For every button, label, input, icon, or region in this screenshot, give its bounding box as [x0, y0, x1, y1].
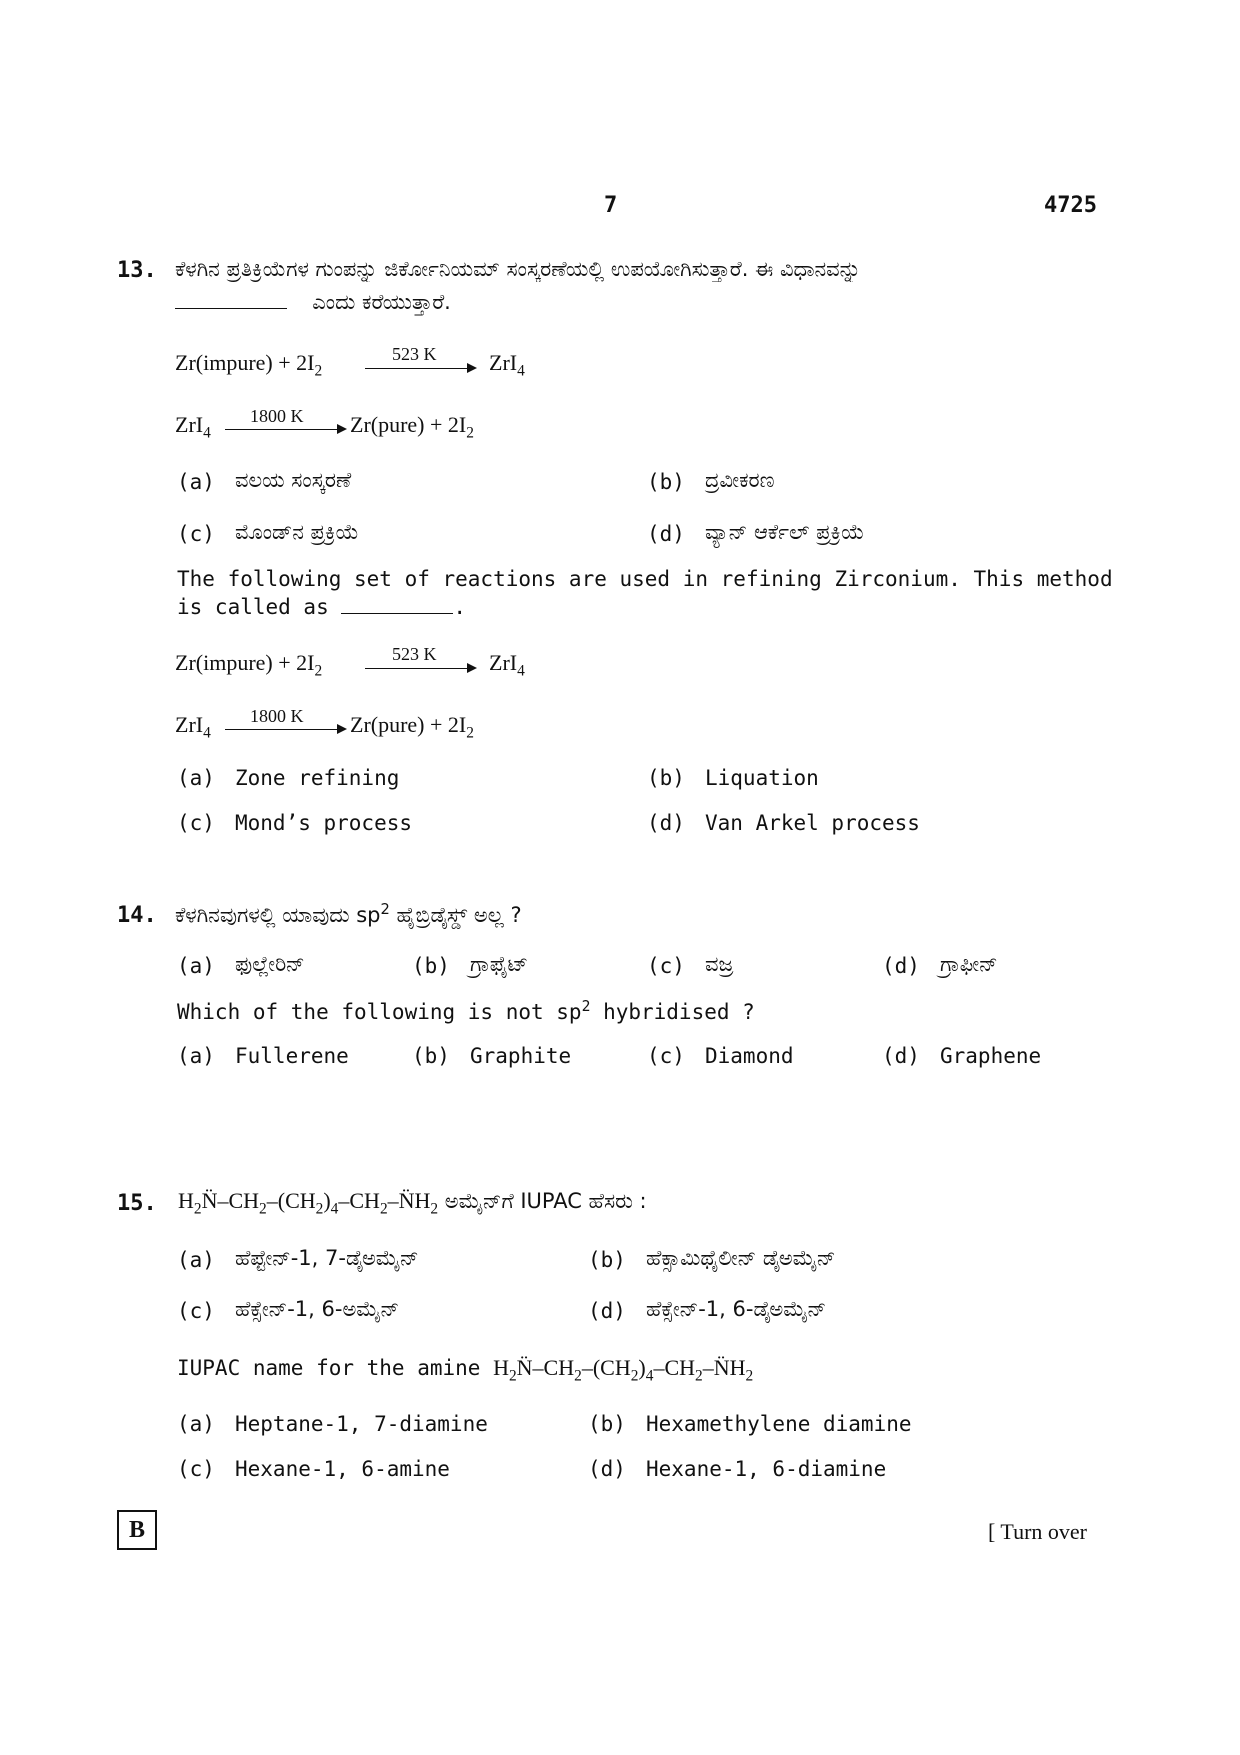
reaction-arrow-icon	[365, 668, 475, 669]
q14-en-option-d-label: (d)	[882, 1044, 920, 1068]
reaction-1-en-temperature: 523 K	[392, 644, 437, 664]
reaction-2-en-reactant: ZrI$_4$	[175, 712, 211, 742]
reaction-1-en: Zr(impure) + $2I_2$	[175, 650, 323, 680]
q15-en-option-d-label: (d)	[588, 1457, 626, 1481]
reaction-1: Zr(impure) + $2I_2$	[175, 350, 323, 380]
q15-en-option-a-label: (a)	[177, 1412, 215, 1436]
reaction-1-en-product: ZrI$_4$	[489, 650, 525, 680]
question-number-15: 15.	[117, 1191, 157, 1216]
q15-kn-option-d-label: (d)	[588, 1299, 626, 1323]
q14-en-option-c-label: (c)	[647, 1044, 685, 1068]
q14-en-option-c: Diamond	[705, 1044, 794, 1068]
q13-kn-option-c-label: (c)	[177, 522, 215, 546]
reaction-2-reactant: ZrI$_4$	[175, 412, 211, 442]
q15-kn-option-d: ಹೆಕ್ಸೇನ್-1, 6-ಡೈಅಮೈನ್	[646, 1297, 827, 1321]
q14-kn-option-c-label: (c)	[647, 954, 685, 978]
q15-kannada-stem: $H_2N̈-CH_2-(CH_2)_4-CH_2-N̈H_2$ ಅಮೈನ್‌ಗೆ IUPAC ಹೆಸರು :	[178, 1188, 647, 1218]
q14-kn-option-d-label: (d)	[882, 954, 920, 978]
q13-kn-option-a-label: (a)	[177, 470, 215, 494]
question-number-14: 14.	[117, 903, 157, 928]
q15-kn-option-b-label: (b)	[588, 1248, 626, 1272]
q13-en-option-c: Mond’s process	[235, 811, 413, 835]
q13-kn-option-d: ವ್ಯಾನ್ ಆರ್ಕೆಲ್ ಪ್ರಕ್ರಿಯೆ	[705, 520, 865, 544]
reaction-2-en-temperature: 1800 K	[250, 706, 304, 726]
q13-en-option-a: Zone refining	[235, 766, 400, 790]
q14-en-option-b: Graphite	[470, 1044, 572, 1068]
q13-en-option-d: Van Arkel process	[705, 811, 920, 835]
q14-kn-option-c: ವಜ್ರ	[705, 952, 734, 976]
q13-english-stem-line2: is called as .	[177, 595, 467, 619]
q14-en-option-a: Fullerene	[235, 1044, 349, 1068]
answer-blank	[175, 306, 287, 309]
q15-kn-option-a-label: (a)	[177, 1248, 215, 1272]
q14-kn-option-b-label: (b)	[412, 954, 450, 978]
q14-kn-option-b: ಗ್ರಾಫೈಟ್	[470, 952, 529, 976]
reaction-2-en-product: Zr(pure) + $2I_2$	[350, 712, 474, 742]
q15-en-option-a: Heptane-1, 7-diamine	[235, 1412, 488, 1436]
paper-code: 4725	[1044, 193, 1097, 218]
amine-formula: $H_2N̈-CH_2-(CH_2)_4-CH_2-N̈H_2$	[178, 1188, 439, 1218]
reaction-2-temperature: 1800 K	[250, 406, 304, 426]
q15-kn-option-c: ಹೆಕ್ಸೇನ್-1, 6-ಅಮೈನ್	[235, 1297, 400, 1321]
q14-en-option-b-label: (b)	[412, 1044, 450, 1068]
q14-kn-option-a: ಫುಲ್ಲೇರಿನ್	[235, 952, 305, 976]
q15-en-option-c: Hexane-1, 6-amine	[235, 1457, 450, 1481]
reaction-2-product: Zr(pure) + $2I_2$	[350, 412, 474, 442]
question-number-13: 13.	[117, 258, 157, 283]
q14-kn-option-a-label: (a)	[177, 954, 215, 978]
q13-kn-option-d-label: (d)	[647, 522, 685, 546]
q15-english-stem: IUPAC name for the amine $H_2N̈-CH_2-(CH_2)_4-CH_2-N̈H_2$	[177, 1355, 754, 1385]
q14-kannada-stem: ಕೆಳಗಿನವುಗಳಲ್ಲಿ ಯಾವುದು $sp^2$ ಹೈಬ್ರಿಡೈಸ್ಡ್ ಅಲ್ಲ ?	[175, 901, 522, 927]
q15-kn-option-b: ಹೆಕ್ಸಾಮಿಥೈಲೀನ್ ಡೈಅಮೈನ್	[646, 1246, 836, 1270]
q15-kn-option-a: ಹೆಪ್ಟೇನ್-1, 7-ಡೈಅಮೈನ್	[235, 1246, 419, 1270]
q13-kn-option-b-label: (b)	[647, 470, 685, 494]
q14-english-stem: Which of the following is not $sp^2$ hybridised ?	[177, 998, 755, 1024]
q13-kannada-stem-line1: ಕೆಳಗಿನ ಪ್ರತಿಕ್ರಿಯೆಗಳ ಗುಂಪನ್ನು ಜಿರ್ಕೋನಿಯಮ್ ಸಂಸ್ಕರಣೆಯಲ್ಲಿ ಉಪಯೋಗಿಸುತ್ತಾರೆ. ಈ ವಿಧಾನವನ್ನು	[175, 257, 861, 281]
reaction-arrow-icon	[365, 368, 475, 369]
q15-en-option-d: Hexane-1, 6-diamine	[646, 1457, 887, 1481]
amine-formula: $H_2N̈-CH_2-(CH_2)_4-CH_2-N̈H_2$	[493, 1355, 754, 1385]
answer-blank	[341, 611, 453, 614]
reaction-arrow-icon	[225, 729, 345, 730]
q15-kn-option-c-label: (c)	[177, 1299, 215, 1323]
page-number: 7	[604, 193, 618, 218]
q13-kn-option-b: ದ್ರವೀಕರಣ	[705, 468, 775, 492]
q15-en-option-b-label: (b)	[588, 1412, 626, 1436]
q13-en-option-b-label: (b)	[647, 766, 685, 790]
q13-en-option-d-label: (d)	[647, 811, 685, 835]
q14-en-option-a-label: (a)	[177, 1044, 215, 1068]
q14-en-option-d: Graphene	[940, 1044, 1042, 1068]
reaction-1-temperature: 523 K	[392, 344, 437, 364]
q13-kannada-stem-line2: ಎಂದು ಕರೆಯುತ್ತಾರೆ.	[175, 290, 451, 315]
turn-over: [ Turn over	[988, 1519, 1088, 1544]
reaction-arrow-icon	[225, 429, 345, 430]
booklet-code-box	[117, 1510, 157, 1550]
booklet-code: B	[128, 1517, 145, 1543]
q13-english-stem-line1: The following set of reactions are used in refining Zirconium. This method	[177, 567, 1113, 591]
q13-en-option-b: Liquation	[705, 766, 819, 790]
q14-kn-option-d: ಗ್ರಾಫೀನ್	[940, 952, 998, 976]
q15-en-option-b: Hexamethylene diamine	[646, 1412, 912, 1436]
q13-kn-option-c: ಮೊಂಡ್‌ನ ಪ್ರಕ್ರಿಯೆ	[235, 520, 359, 544]
q13-en-option-a-label: (a)	[177, 766, 215, 790]
q13-en-option-c-label: (c)	[177, 811, 215, 835]
reaction-1-product: ZrI$_4$	[489, 350, 525, 380]
q15-en-option-c-label: (c)	[177, 1457, 215, 1481]
q13-kn-option-a: ವಲಯ ಸಂಸ್ಕರಣೆ	[235, 468, 352, 492]
